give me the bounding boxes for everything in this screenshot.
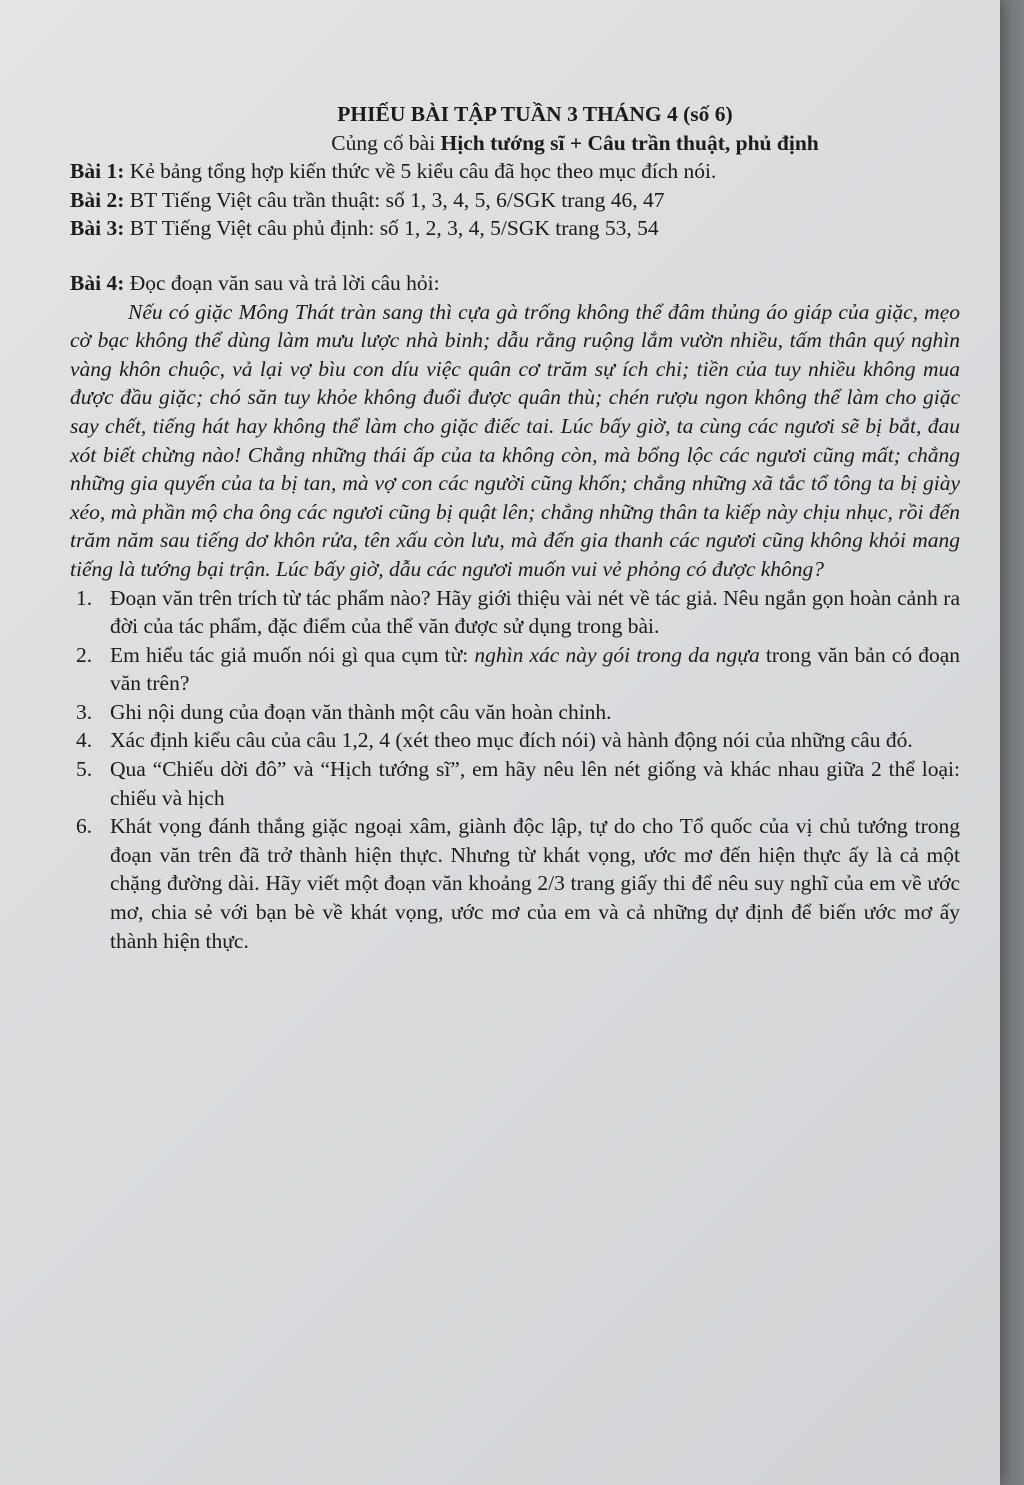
task-text: BT Tiếng Việt câu trần thuật: số 1, 3, 4, 5, 6/SGK trang 46, 47 bbox=[124, 187, 665, 212]
task-4 bbox=[70, 269, 960, 298]
question-item bbox=[70, 698, 960, 727]
question-text-post: trong văn bản có đoạn văn trên? bbox=[110, 642, 961, 696]
question-item bbox=[70, 584, 960, 641]
worksheet-content bbox=[70, 100, 960, 955]
excerpt-passage: Nếu có giặc Mông Thát tràn sang thì cựa gà trống không thể đâm thủng áo giáp của giặc, mẹo cờ bạc không thể dùng làm mưu lược nhà binh; dẫu rằng ruộng lắm vườn nhiều, tấm thân quý nghìn vàng khôn chuộc, vả lại vợ bìu con díu việc quân cơ trăm sự ích chi; tiền của tuy nhiều không mua được đầu giặc; chó săn tuy khỏe không đuổi được quân thù; chén rượu ngon không thể làm cho giặc say chết, tiếng hát hay không thể làm cho giặc điếc tai. Lúc bấy giờ, ta cùng các ngươi sẽ bị bắt, đau xót biết chừng nào! Chẳng những thái ấp của ta không còn, mà bổng lộc các ngươi cũng mất; chẳng những gia quyến của ta bị tan, mà vợ con các người cũng khốn; chẳng những xã tắc tổ tông ta bị giày xéo, mà phần mộ cha ông các ngươi cũng bị quật lên; chẳng những thân ta kiếp này chịu nhục, rồi đến trăm năm sau tiếng dơ khôn rửa, tên xấu còn lưu, mà đến gia thanh các ngươi cũng không khỏi mang tiếng là tướng bại trận. Lúc bấy giờ, dẫu các ngươi muốn vui vẻ phỏng có được không? bbox=[70, 299, 960, 581]
question-number: 5. bbox=[76, 757, 93, 782]
question-text-pre: Em hiểu tác giả muốn nói gì qua cụm từ: bbox=[110, 642, 475, 667]
question-text: Khát vọng đánh thắng giặc ngoại xâm, giành độc lập, tự do cho Tổ quốc của vị chủ tướng trong đoạn văn trên đã trở thành hiện thực. Nhưng từ khát vọng, ước mơ đến hiện thực ấy là cả một chặng đường dài. Hãy viết một đoạn văn khoảng 2/3 trang giấy thi để nêu suy nghĩ của em về ước mơ, chia sẻ với bạn bè về khát vọng, ước mơ của em và cả những dự định để biến ước mơ ấy thành hiện thực. bbox=[110, 814, 960, 953]
question-number: 4. bbox=[76, 728, 93, 753]
spacer bbox=[70, 243, 960, 269]
subtitle-bold: Hịch tướng sĩ + Câu trần thuật, phủ định bbox=[440, 130, 819, 155]
question-item bbox=[70, 812, 960, 955]
page-title: PHIẾU BÀI TẬP TUẦN 3 THÁNG 4 (số 6) bbox=[337, 102, 733, 126]
task-3 bbox=[70, 214, 960, 243]
subtitle-prefix: Củng cố bài bbox=[331, 130, 441, 155]
question-text bbox=[110, 641, 960, 698]
task-label: Bài 3: bbox=[70, 216, 125, 241]
question-number: 2. bbox=[76, 642, 93, 667]
page-subtitle bbox=[190, 129, 960, 158]
question-text: Ghi nội dung của đoạn văn thành một câu văn hoàn chỉnh. bbox=[110, 699, 612, 724]
question-text: Qua “Chiếu dời đô” và “Hịch tướng sĩ”, em hãy nêu lên nét giống và khác nhau giữa 2 thể loại: chiếu và hịch bbox=[110, 757, 960, 810]
question-number: 6. bbox=[76, 814, 93, 839]
task-label: Bài 1: bbox=[70, 159, 125, 184]
question-item bbox=[70, 641, 960, 698]
task-text: BT Tiếng Việt câu phủ định: số 1, 2, 3, 4, 5/SGK trang 53, 54 bbox=[124, 216, 659, 241]
question-item bbox=[70, 755, 960, 812]
question-list bbox=[70, 584, 960, 956]
question-item bbox=[70, 726, 960, 755]
question-text: Đoạn văn trên trích từ tác phẩm nào? Hãy giới thiệu vài nét về tác giả. Nêu ngắn gọn hoàn cảnh ra đời của tác phẩm, đặc điểm của thể văn được sử dụng trong bài. bbox=[110, 585, 960, 639]
question-number: 3. bbox=[76, 699, 93, 724]
task-text: Đọc đoạn văn sau và trả lời câu hỏi: bbox=[124, 270, 440, 295]
question-text: Xác định kiểu câu của câu 1,2, 4 (xét theo mục đích nói) và hành động nói của những câu đó. bbox=[110, 728, 913, 753]
question-number: 1. bbox=[76, 585, 93, 610]
task-1 bbox=[70, 157, 960, 186]
task-2 bbox=[70, 186, 960, 215]
task-label: Bài 2: bbox=[70, 187, 125, 212]
question-quoted-phrase: nghìn xác này gói trong da ngựa bbox=[474, 642, 760, 667]
task-text: Kẻ bảng tổng hợp kiến thức về 5 kiểu câu đã học theo mục đích nói. bbox=[124, 159, 717, 184]
task-label: Bài 4: bbox=[70, 270, 125, 295]
